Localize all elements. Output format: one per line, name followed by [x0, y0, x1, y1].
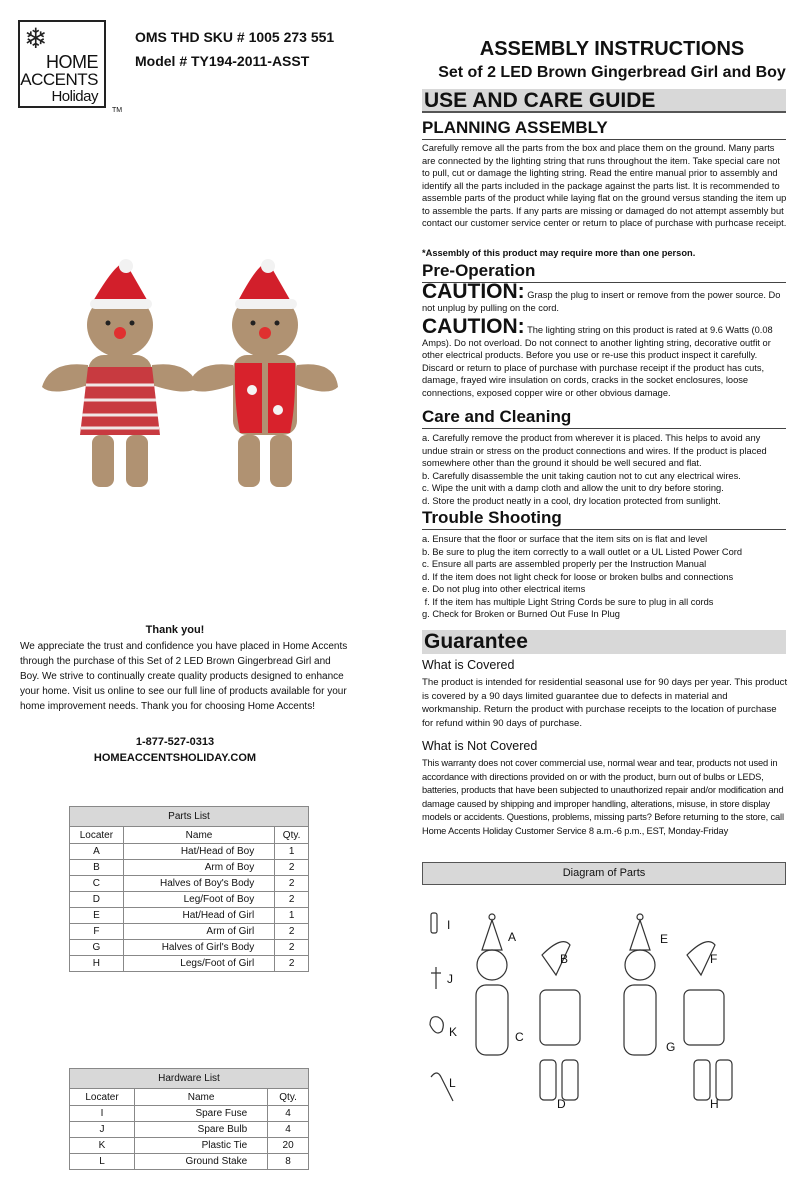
- caution-2-text: The lighting string on this product is rated at 9.6 Watts (0.08 Amps). Do not overload. Do not connect to another lighting string, decorative outfit or other electrical products. Before you use or re-use this product inspect it carefully. Discard or return to place of purchase with purchase receipt if the product has cuts, damage, frayed wire insulation on cords, cracks in the socket enclosures, loose connections, exposed copper wire or other obvious damage.: [422, 325, 773, 398]
- model-number: Model # TY194-2011-ASST: [135, 53, 310, 69]
- cell-locater: A: [70, 844, 124, 860]
- assembly-note: *Assembly of this product may require more than one person.: [422, 248, 696, 258]
- diagram-label: B: [560, 952, 569, 966]
- diagram-label: J: [447, 972, 453, 986]
- trademark: TM: [112, 107, 123, 114]
- diagram-label: A: [508, 930, 517, 944]
- diagram-label: C: [515, 1030, 524, 1044]
- girl-diagram: [624, 914, 732, 1100]
- cell-locater: I: [70, 1106, 135, 1122]
- tie-icon: [430, 1017, 443, 1033]
- caution-label: CAUTION:: [422, 315, 525, 338]
- thanks-title: Thank you!: [145, 624, 205, 636]
- diagram-title: Diagram of Parts: [422, 862, 786, 885]
- caution-1-text: Grasp the plug to insert or remove from the power source. Do not unplug by pulling on the cord.: [422, 290, 781, 313]
- hardware-list-caption: Hardware List: [70, 1069, 309, 1089]
- list-item: e. Do not plug into other electrical items: [422, 584, 586, 594]
- list-item: b. Be sure to plug the item correctly to a wall outlet or a UL Listed Power Cord: [422, 546, 743, 557]
- caution-label: CAUTION:: [422, 280, 525, 303]
- gingerbread-girl-figure: [42, 259, 198, 487]
- list-item: c. Ensure all parts are assembled properly per the Instruction Manual: [422, 559, 707, 569]
- cell-qty: 20: [268, 1138, 309, 1154]
- parts-diagram: [422, 895, 792, 1120]
- column-header: Qty.: [275, 827, 309, 844]
- table-row: [70, 1138, 309, 1154]
- cell-qty: 4: [268, 1106, 309, 1122]
- care-list: [422, 432, 788, 507]
- cell-name: Spare Fuse: [135, 1106, 268, 1122]
- cell-name: Arm of Boy: [123, 860, 274, 876]
- phone-number: 1-877-527-0313: [135, 736, 215, 748]
- document-subtitle: Set of 2 LED Brown Gingerbread Girl and Boy: [438, 64, 786, 81]
- cell-locater: K: [70, 1138, 135, 1154]
- thanks-text: We appreciate the trust and confidence you have placed in Home Accents through the purchase of this Set of 2 LED Brown Gingerbread Girl and Boy. We strive to continually create quality products designed to enhance your home. Visit us online to see our full line of products available for your home improvement needs. Thank you for choosing Home Accents!: [20, 641, 348, 712]
- cell-qty: 8: [268, 1154, 309, 1170]
- planning-text: Carefully remove all the parts from the box and place them on the ground. Many parts are connected by the lighting string that runs throughout the item. Take special care not to pull, cut or damage the lighting string. Read the entire manual prior to assembly and identify all the parts included in the package against the parts list. It is recommended to assemble parts of the product while laying flat on the ground versus standing the item up to assemble the parts. If any parts are missing or damaged do not attempt assembly but contact our customer service center or return to place of purchase with purhcase receipt.: [422, 143, 787, 228]
- boy-diagram: [476, 914, 580, 1100]
- diagram-label: K: [449, 1025, 458, 1039]
- parts-list-table: [69, 806, 309, 972]
- table-row: [70, 956, 309, 972]
- list-item: d. If the item does not light check for loose or broken bulbs and connections: [422, 571, 734, 582]
- column-header: Locater: [70, 827, 124, 844]
- cell-qty: 2: [275, 892, 309, 908]
- bulb-icon: [431, 967, 441, 989]
- diagram-label: G: [666, 1040, 676, 1054]
- trouble-title: Trouble Shooting: [422, 508, 786, 530]
- cell-name: Legs/Foot of Girl: [123, 956, 274, 972]
- cell-name: Plastic Tie: [135, 1138, 268, 1154]
- cell-qty: 1: [275, 908, 309, 924]
- cell-locater: H: [70, 956, 124, 972]
- cell-qty: 2: [275, 956, 309, 972]
- column-header: Name: [135, 1089, 268, 1106]
- table-row: [70, 860, 309, 876]
- list-item: a. Carefully remove the product from wherever it is placed. This helps to avoid any undue strain or stress on the product connections and wires. If the product is placed somewhere other than the ground it should be well secured and flat.: [422, 433, 767, 468]
- planning-title: PLANNING ASSEMBLY: [422, 118, 786, 140]
- diagram-label: F: [710, 952, 718, 966]
- table-row: [70, 908, 309, 924]
- diagram-label: H: [710, 1097, 719, 1111]
- gingerbread-boy-figure: [188, 259, 338, 487]
- list-item: f. If the item has multiple Light String Cords be sure to plug in all cords: [422, 596, 714, 607]
- diagram-label: I: [447, 918, 451, 932]
- cell-name: Arm of Girl: [123, 924, 274, 940]
- cell-locater: L: [70, 1154, 135, 1170]
- cell-qty: 2: [275, 940, 309, 956]
- cell-qty: 4: [268, 1122, 309, 1138]
- parts-list-caption: Parts List: [70, 807, 309, 827]
- not-covered-title: What is Not Covered: [422, 739, 538, 753]
- covered-title: What is Covered: [422, 658, 515, 672]
- website-link[interactable]: HOMEACCENTSHOLIDAY.COM: [93, 752, 257, 764]
- caution-2: [422, 315, 788, 399]
- table-row: [70, 876, 309, 892]
- cell-locater: B: [70, 860, 124, 876]
- care-title: Care and Cleaning: [422, 407, 786, 429]
- not-covered-text: This warranty does not cover commercial use, normal wear and tear, products not used in accordance with directions provided on or with the product, burn out of bulbs or LEDS, batteries, products that have been subjected to unauthorized repair and/or modification and damage caused by shipping and improper handling, alterations, misuse, in store display models or accidents. Questions, problems, missing parts? Before returning to the store, call Home Accents Holiday Customer Service 8 a.m.-6 p.m., EST, Monday-Friday: [422, 758, 784, 836]
- list-item: c. Wipe the unit with a damp cloth and allow the unit to dry before storing.: [422, 483, 724, 493]
- cell-name: Hat/Head of Boy: [123, 844, 274, 860]
- document-title: ASSEMBLY INSTRUCTIONS: [479, 38, 745, 60]
- cell-locater: D: [70, 892, 124, 908]
- guarantee-title: Guarantee: [422, 630, 786, 654]
- cell-name: Halves of Girl's Body: [123, 940, 274, 956]
- hardware-list-table: [69, 1068, 309, 1170]
- list-item: a. Ensure that the floor or surface that the item sits on is flat and level: [422, 534, 708, 544]
- table-row: [70, 1106, 309, 1122]
- list-item: d. Store the product neatly in a cool, dry location protected from sunlight.: [422, 495, 721, 506]
- trouble-list: [422, 533, 788, 621]
- cell-qty: 2: [275, 876, 309, 892]
- cell-name: Ground Stake: [135, 1154, 268, 1170]
- covered-text: The product is intended for residential seasonal use for 90 days per year. This product is covered by a 90 days limited guarantee due to defects in material and workmanship. Return the product with purchase receipts to the location of purchase for refund within 90 days of purchase.: [422, 677, 788, 729]
- column-header: Name: [123, 827, 274, 844]
- table-row: [70, 1122, 309, 1138]
- cell-name: Hat/Head of Girl: [123, 908, 274, 924]
- cell-qty: 2: [275, 860, 309, 876]
- product-photo: [30, 255, 340, 495]
- logo-line-2: ACCENTS: [20, 70, 98, 89]
- list-item: g. Check for Broken or Burned Out Fuse In Plug: [422, 609, 620, 619]
- logo-line-3: Holiday: [51, 88, 98, 105]
- cell-locater: E: [70, 908, 124, 924]
- column-header: Qty.: [268, 1089, 309, 1106]
- table-row: [70, 1154, 309, 1170]
- fuse-icon: [431, 913, 437, 933]
- sku-number: OMS THD SKU # 1005 273 551: [135, 29, 335, 45]
- cell-name: Leg/Foot of Boy: [123, 892, 274, 908]
- diagram-label: E: [660, 932, 669, 946]
- diagram-label: L: [449, 1076, 456, 1090]
- cell-qty: 1: [275, 844, 309, 860]
- cell-name: Spare Bulb: [135, 1122, 268, 1138]
- caution-1: [422, 280, 788, 314]
- cell-qty: 2: [275, 924, 309, 940]
- cell-locater: C: [70, 876, 124, 892]
- table-row: [70, 892, 309, 908]
- diagram-label: D: [557, 1097, 566, 1111]
- preop-title: Pre-Operation: [422, 261, 786, 283]
- logo-line-1: HOME: [46, 52, 98, 72]
- cell-locater: F: [70, 924, 124, 940]
- brand-logo: [18, 20, 106, 108]
- table-row: [70, 844, 309, 860]
- table-row: [70, 924, 309, 940]
- table-row: [70, 940, 309, 956]
- guide-title: USE AND CARE GUIDE: [422, 89, 786, 113]
- cell-locater: J: [70, 1122, 135, 1138]
- snowflake-icon: ❄: [24, 22, 48, 55]
- list-item: b. Carefully disassemble the unit taking caution not to cut any electrical wires.: [422, 470, 741, 481]
- cell-locater: G: [70, 940, 124, 956]
- column-header: Locater: [70, 1089, 135, 1106]
- cell-name: Halves of Boy's Body: [123, 876, 274, 892]
